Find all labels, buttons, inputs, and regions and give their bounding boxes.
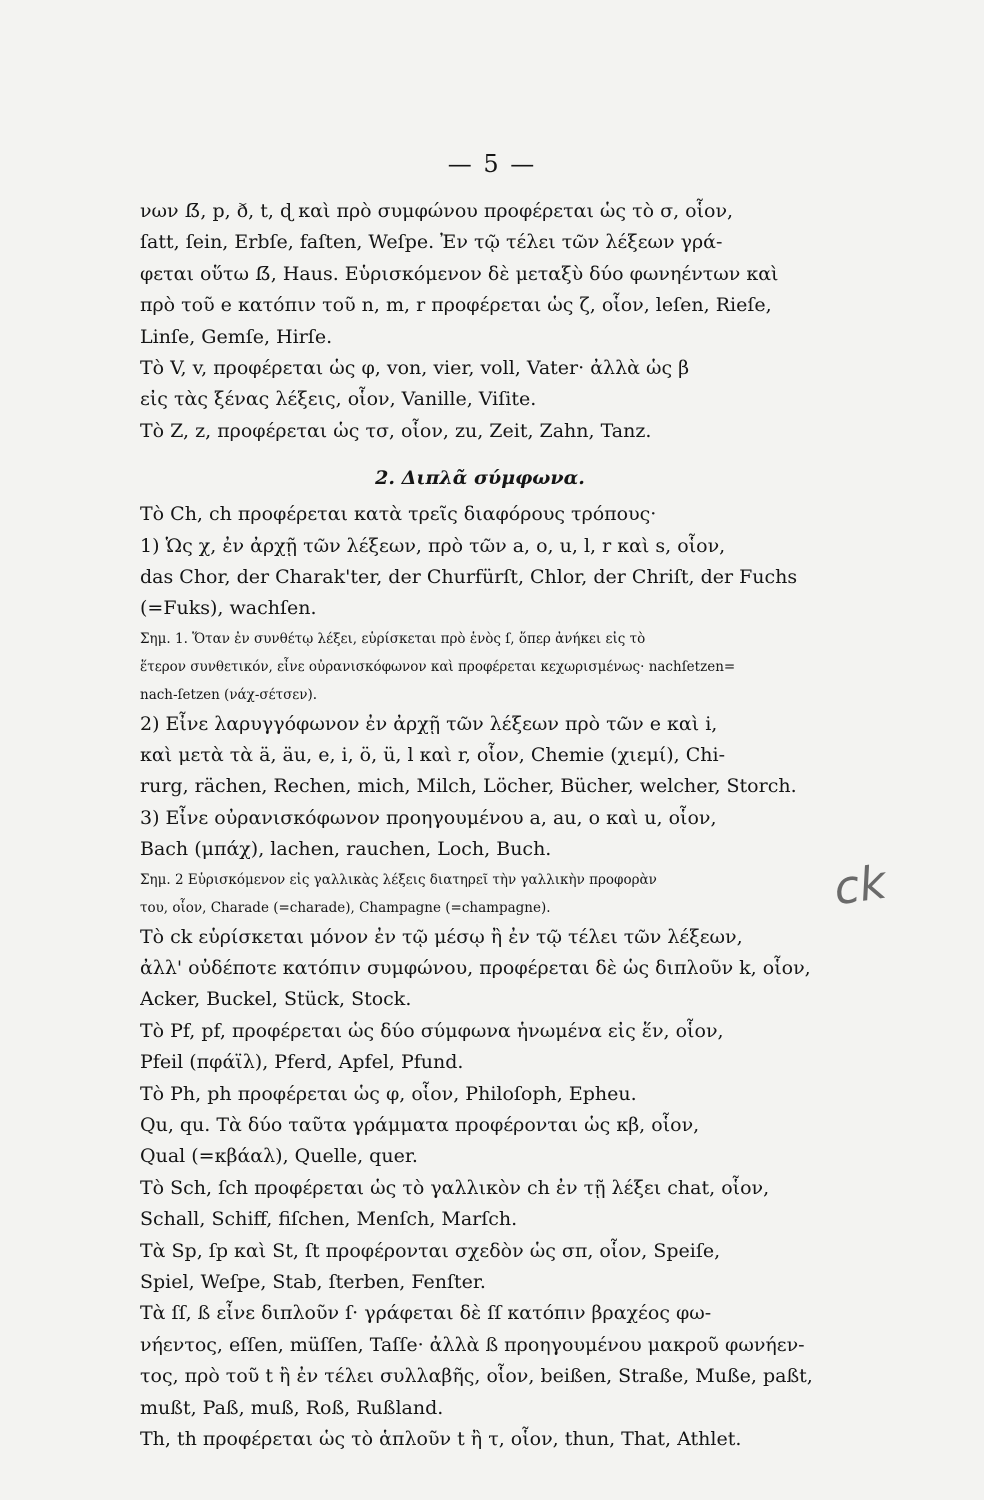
text-line: Bach (μπάχ), lachen, rauchen, Loch, Buch.: [140, 838, 552, 861]
note-line: του, οἷον, Charade (=charade), Champagne (=champagne).: [140, 899, 551, 916]
text-line: Qu, qu. Τὰ δύο ταῦτα γράμματα προφέρονται ὡς κβ, οἷον,: [140, 1113, 700, 1136]
section-heading: 2. Διπλᾶ σύμφωνα.: [375, 467, 585, 490]
body-text: [140, 196, 820, 1455]
note-line: Σημ. 2 Εὑρισκόμενον εἰς γαλλικὰς λέξεις διατηρεῖ τὴν γαλλικὴν προφορὰν: [140, 871, 657, 888]
text-line: Qual (=κβάαλ), Quelle, quer.: [140, 1145, 418, 1168]
text-line: 2) Εἶνε λαρυγγόφωνον ἐν ἀρχῇ τῶν λέξεων πρὸ τῶν e καὶ i,: [140, 712, 718, 735]
text-line: πρὸ τοῦ e κατόπιν τοῦ n, m, r προφέρεται ὡς ζ, οἷον, leſen, Rieſe,: [140, 294, 772, 317]
text-line: καὶ μετὰ τὰ ä, äu, e, i, ö, ü, l καὶ r, οἷον, Chemie (χιεμί), Chi-: [140, 744, 726, 767]
text-line: (=Fuks), wachſen.: [140, 597, 317, 620]
page-number: — 5 —: [447, 150, 537, 178]
note-line: Σημ. 1. Ὅταν ἐν συνθέτῳ λέξει, εὑρίσκεται πρὸ ἑνὸς ſ, ὅπερ ἀνήκει εἰς τὸ: [140, 630, 646, 647]
text-line: Τὸ Z, z, προφέρεται ὡς τσ, οἷον, zu, Zeit, Zahn, Tanz.: [140, 419, 652, 442]
text-line: Spiel, Weſpe, Stab, ſterben, Fenſter.: [140, 1270, 486, 1293]
text-line: Τὸ ck εὑρίσκεται μόνον ἐν τῷ μέσῳ ἢ ἐν τῷ τέλει τῶν λέξεων,: [140, 925, 743, 948]
text-line: τος, πρὸ τοῦ t ἢ ἐν τέλει συλλαβῆς, οἷον, beißen, Straße, Muße, paßt,: [140, 1365, 813, 1388]
text-line: mußt, Paß, muß, Roß, Rußland.: [140, 1396, 444, 1419]
text-line: Τὸ Ph, ph προφέρεται ὡς φ, οἷον, Philoſoph, Epheu.: [140, 1082, 637, 1105]
text-line: Τὸ Ch, ch προφέρεται κατὰ τρεῖς διαφόρους τρόπους·: [140, 503, 657, 526]
handwritten-margin-note: ck: [830, 854, 890, 916]
note-line: nach-ſetzen (νάχ-σέτσεν).: [140, 686, 318, 703]
text-line: ἀλλ' οὐδέποτε κατόπιν συμφώνου, προφέρεται δὲ ὡς διπλοῦν k, οἷον,: [140, 957, 811, 980]
text-line: Schall, Schiff, fiſchen, Menſch, Marſch.: [140, 1208, 518, 1231]
text-line: φεται οὕτω ẞ, Haus. Εὑρισκόμενον δὲ μεταξὺ δύο φωνηέντων καὶ: [140, 262, 779, 285]
text-line: Τὸ V, v, προφέρεται ὡς φ, von, vier, voll, Vater· ἀλλὰ ὡς β: [140, 356, 690, 379]
text-line: εἰς τὰς ξένας λέξεις, οἷον, Vanille, Viſite.: [140, 388, 537, 411]
text-line: νήεντος, eſſen, müſſen, Taſſe· ἀλλὰ ß προηγουμένου μακροῦ φωνήεν-: [140, 1333, 805, 1356]
text-line: Acker, Buckel, Stück, Stock.: [140, 988, 412, 1011]
text-line: Τὰ ſſ, ß εἶνε διπλοῦν ſ· γράφεται δὲ ſſ κατόπιν βραχέος φω-: [140, 1302, 712, 1325]
text-line: ſatt, ſein, Erbſe, faſten, Weſpe. Ἐν τῷ τέλει τῶν λέξεων γρά-: [140, 231, 723, 254]
text-line: Τὸ Sch, ſch προφέρεται ὡς τὸ γαλλικὸν ch ἐν τῇ λέξει chat, οἷον,: [140, 1176, 770, 1199]
text-line: Th, th προφέρεται ὡς τὸ ἁπλοῦν t ἢ τ, οἷον, thun, That, Athlet.: [140, 1427, 742, 1450]
text-line: Τὸ Pf, pf, προφέρεται ὡς δύο σύμφωνα ἡνωμένα εἰς ἕν, οἷον,: [140, 1019, 724, 1042]
note-line: ἕτερον συνθετικόν, εἶνε οὐρανισκόφωνον καὶ προφέρεται κεχωρισμένως· nachſetzen=: [140, 658, 736, 675]
text-line: Τὰ Sp, ſp καὶ St, ſt προφέρονται σχεδὸν ὡς σπ, οἷον, Speiſe,: [140, 1239, 721, 1262]
text-line: 1) Ὡς χ, ἐν ἀρχῇ τῶν λέξεων, πρὸ τῶν a, o, u, l, r καὶ s, οἷον,: [140, 534, 726, 557]
text-line: rurg, rächen, Rechen, mich, Milch, Löcher, Bücher, welcher, Storch.: [140, 775, 797, 798]
text-line: 3) Εἶνε οὐρανισκόφωνον προηγουμένου a, au, o καὶ u, οἷον,: [140, 806, 717, 829]
text-line: νων ẞ, p, ð, t, ɖ καὶ πρὸ συμφώνου προφέρεται ὡς τὸ σ, οἷον,: [140, 200, 734, 222]
text-line: Pfeil (πφάϊλ), Pferd, Apfel, Pfund.: [140, 1051, 464, 1074]
text-line: das Chor, der Charak'ter, der Churfürſt, Chlor, der Chriſt, der Fuchs: [140, 565, 798, 588]
text-line: Linſe, Gemſe, Hirſe.: [140, 325, 333, 348]
